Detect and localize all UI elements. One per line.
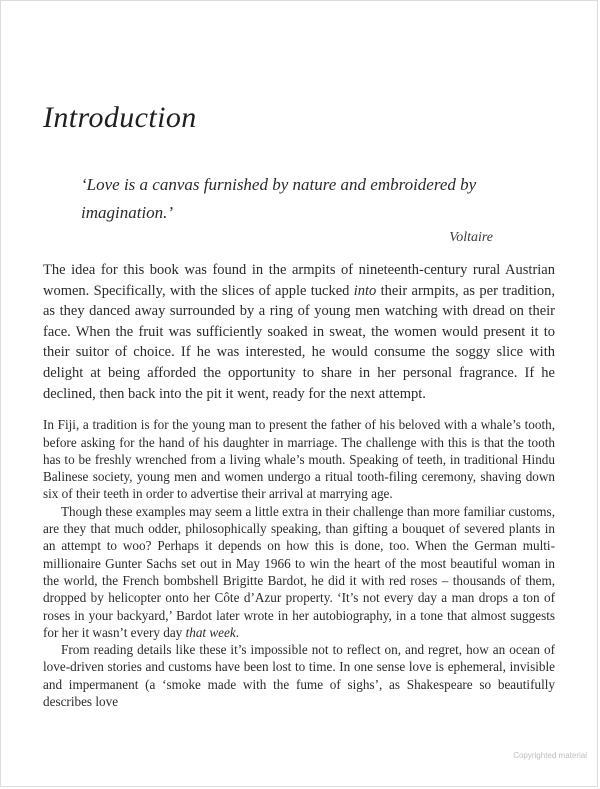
paragraph: Though these examples may seem a little extra in their challenge than more familiar customs, are they that much odder, philosophically speaking, than gifting a bouquet of severed plants in an attempt to woo? Perhaps it depends on how this is done, too. When the German multi-millionaire Gunter Sachs set out in May 1966 to win the heart of the most beautiful woman in the world, the French bombshell Brigitte Bardot, he did it with red roses – thousands of them, dropped by helicopter onto her Côte d’Azur property. ‘It’s not every day a man drops a ton of roses in your backyard,’ Bardot later wrote in her autobiography, in a tone that almost suggests for her it wasn’t every day that week. bbox=[43, 503, 555, 640]
chapter-title: Introduction bbox=[43, 101, 197, 134]
epigraph-quote: ‘Love is a canvas furnished by nature and embroidered by imagination.’ bbox=[81, 175, 477, 223]
paragraph: From reading details like these it’s impossible not to reflect on, and regret, how an ocean of love-driven stories and customs have been lost to time. In one sense love is ephemeral, invisible and impermanent (a ‘smoke made with the fume of sighs’, as Shakespeare so beautifully describes love bbox=[43, 642, 555, 709]
paragraph: In Fiji, a tradition is for the young man to present the father of his beloved with a whale’s tooth, before asking for the hand of his daughter in marriage. The challenge with this is that the tooth has to be freshly wrenched from a living whale’s mouth. Speaking of teeth, in traditional Hindu Balinese society, young men and women undergo a ritual tooth-filing ceremony, shaving down six of their teeth in order to advertise their arrival at marrying age. bbox=[43, 417, 555, 502]
epigraph-attribution: Voltaire bbox=[449, 230, 493, 246]
epigraph bbox=[81, 171, 505, 246]
paragraph: The idea for this book was found in the armpits of nineteenth-century rural Austrian women. Specifically, with the slices of apple tucked into their armpits, as per tradition, as they danced away surrounded by a ring of young men watching with dread on their face. When the fruit was sufficiently soaked in sweat, the women would present it to their suitor of choice. If he was interested, he would consume the soggy slice with delight at being afforded the opportunity to share in her personal fragrance. If he declined, then back into the pit it went, ready for the next attempt. bbox=[43, 262, 555, 402]
copyright-notice: Copyrighted material bbox=[513, 751, 587, 760]
body-text bbox=[43, 260, 555, 710]
